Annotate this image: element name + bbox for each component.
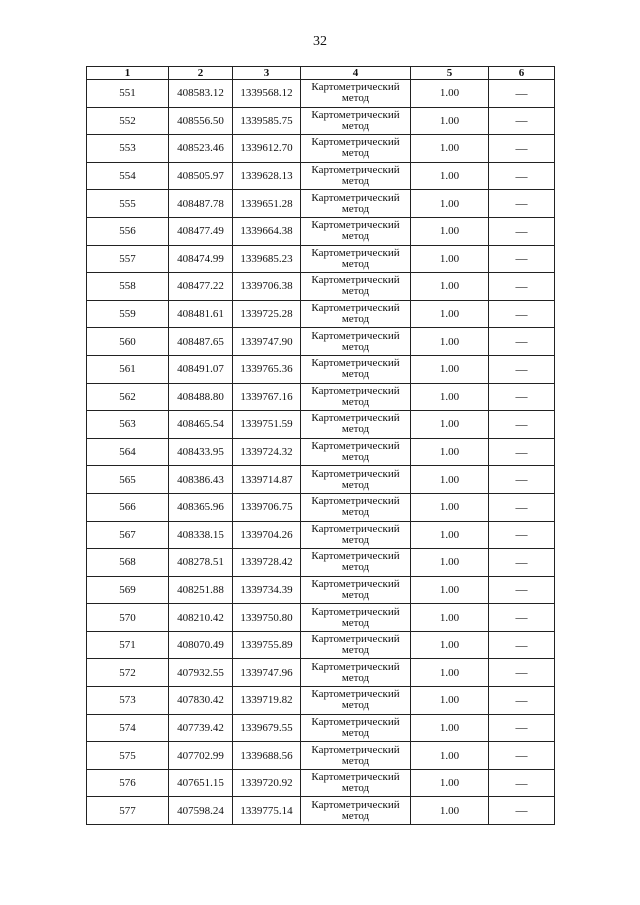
coord-x: 408556.50 [169, 107, 233, 135]
table-header [87, 67, 555, 80]
accuracy: 1.00 [411, 659, 489, 687]
note-dash: — [489, 355, 555, 383]
accuracy: 1.00 [411, 80, 489, 108]
accuracy: 1.00 [411, 549, 489, 577]
method-line-1: Картометрический [311, 715, 400, 728]
method-line-1: Картометрический [311, 136, 400, 149]
header-row [87, 67, 555, 80]
coord-x: 407830.42 [169, 687, 233, 715]
point-number: 564 [87, 438, 169, 466]
coord-y: 1339628.13 [233, 162, 301, 190]
coord-y: 1339685.23 [233, 245, 301, 273]
coord-x: 408338.15 [169, 521, 233, 549]
table-row [87, 273, 555, 301]
point-number: 574 [87, 714, 169, 742]
coord-y: 1339720.92 [233, 769, 301, 797]
point-number: 570 [87, 604, 169, 632]
method-line-2: метод [341, 230, 370, 243]
coord-x: 408487.78 [169, 190, 233, 218]
coord-x: 408477.49 [169, 217, 233, 245]
table-row [87, 576, 555, 604]
accuracy: 1.00 [411, 631, 489, 659]
table-row [87, 438, 555, 466]
coord-y: 1339767.16 [233, 383, 301, 411]
point-number: 565 [87, 466, 169, 494]
table-row [87, 466, 555, 494]
accuracy: 1.00 [411, 493, 489, 521]
method-line-2: метод [341, 340, 370, 353]
coord-y: 1339688.56 [233, 742, 301, 770]
note-dash: — [489, 604, 555, 632]
table-row [87, 135, 555, 163]
coordinates-table [86, 66, 555, 825]
accuracy: 1.00 [411, 328, 489, 356]
coord-y: 1339751.59 [233, 411, 301, 439]
note-dash: — [489, 549, 555, 577]
method-cell [301, 493, 411, 521]
method-line-2: метод [341, 451, 370, 464]
note-dash: — [489, 245, 555, 273]
table-row [87, 383, 555, 411]
note-dash: — [489, 300, 555, 328]
point-number: 560 [87, 328, 169, 356]
method-line-2: метод [341, 395, 370, 408]
note-dash: — [489, 135, 555, 163]
method-line-1: Картометрический [311, 605, 400, 618]
note-dash: — [489, 438, 555, 466]
table-row [87, 659, 555, 687]
page-number: 32 [313, 34, 327, 49]
method-line-1: Картометрический [311, 412, 400, 425]
method-line-1: Картометрический [311, 688, 400, 701]
point-number: 552 [87, 107, 169, 135]
method-line-1: Картометрический [311, 467, 400, 480]
method-cell [301, 328, 411, 356]
point-number: 562 [87, 383, 169, 411]
point-number: 572 [87, 659, 169, 687]
table-row [87, 190, 555, 218]
point-number: 557 [87, 245, 169, 273]
point-number: 556 [87, 217, 169, 245]
method-line-1: Картометрический [311, 274, 400, 287]
coord-y: 1339724.32 [233, 438, 301, 466]
coord-y: 1339775.14 [233, 797, 301, 825]
accuracy: 1.00 [411, 769, 489, 797]
method-cell [301, 300, 411, 328]
method-line-2: метод [341, 368, 370, 381]
note-dash: — [489, 190, 555, 218]
note-dash: — [489, 383, 555, 411]
point-number: 573 [87, 687, 169, 715]
method-line-1: Картометрический [311, 743, 400, 756]
table-row [87, 107, 555, 135]
point-number: 577 [87, 797, 169, 825]
coord-y: 1339651.28 [233, 190, 301, 218]
note-dash: — [489, 107, 555, 135]
note-dash: — [489, 797, 555, 825]
method-line-1: Картометрический [311, 660, 400, 673]
method-line-2: метод [341, 202, 370, 215]
coord-x: 407598.24 [169, 797, 233, 825]
accuracy: 1.00 [411, 355, 489, 383]
coord-x: 408491.07 [169, 355, 233, 383]
note-dash: — [489, 631, 555, 659]
method-line-1: Картометрический [311, 81, 400, 94]
note-dash: — [489, 659, 555, 687]
point-number: 567 [87, 521, 169, 549]
coord-x: 408251.88 [169, 576, 233, 604]
method-cell [301, 135, 411, 163]
method-line-2: метод [341, 754, 370, 767]
coord-x: 408487.65 [169, 328, 233, 356]
coord-x: 408070.49 [169, 631, 233, 659]
method-line-2: метод [341, 506, 370, 519]
coord-y: 1339612.70 [233, 135, 301, 163]
method-line-2: метод [341, 119, 370, 132]
accuracy: 1.00 [411, 273, 489, 301]
coord-x: 408583.12 [169, 80, 233, 108]
accuracy: 1.00 [411, 576, 489, 604]
method-cell [301, 687, 411, 715]
coord-x: 408386.43 [169, 466, 233, 494]
method-line-2: метод [341, 588, 370, 601]
method-cell [301, 466, 411, 494]
note-dash: — [489, 742, 555, 770]
accuracy: 1.00 [411, 687, 489, 715]
method-line-2: метод [341, 671, 370, 684]
method-cell [301, 521, 411, 549]
method-line-2: метод [341, 809, 370, 822]
coord-y: 1339725.28 [233, 300, 301, 328]
coord-x: 408433.95 [169, 438, 233, 466]
accuracy: 1.00 [411, 190, 489, 218]
accuracy: 1.00 [411, 300, 489, 328]
coord-x: 407651.15 [169, 769, 233, 797]
method-cell [301, 576, 411, 604]
table-row [87, 742, 555, 770]
note-dash: — [489, 273, 555, 301]
method-line-2: метод [341, 147, 370, 160]
table-row [87, 797, 555, 825]
table-row [87, 328, 555, 356]
note-dash: — [489, 714, 555, 742]
method-line-2: метод [341, 726, 370, 739]
coord-x: 407739.42 [169, 714, 233, 742]
coord-y: 1339747.90 [233, 328, 301, 356]
method-line-1: Картометрический [311, 550, 400, 563]
method-cell [301, 742, 411, 770]
method-line-1: Картометрический [311, 798, 400, 811]
method-line-1: Картометрический [311, 633, 400, 646]
method-cell [301, 273, 411, 301]
method-line-1: Картометрический [311, 522, 400, 535]
coord-y: 1339747.96 [233, 659, 301, 687]
point-number: 559 [87, 300, 169, 328]
coord-y: 1339664.38 [233, 217, 301, 245]
coord-y: 1339734.39 [233, 576, 301, 604]
method-line-1: Картометрический [311, 329, 400, 342]
point-number: 568 [87, 549, 169, 577]
header-col-1: 1 [87, 67, 169, 80]
accuracy: 1.00 [411, 383, 489, 411]
header-col-2: 2 [169, 67, 233, 80]
coord-y: 1339679.55 [233, 714, 301, 742]
method-line-2: метод [341, 285, 370, 298]
coord-y: 1339728.42 [233, 549, 301, 577]
note-dash: — [489, 769, 555, 797]
method-cell [301, 714, 411, 742]
point-number: 555 [87, 190, 169, 218]
point-number: 569 [87, 576, 169, 604]
table-row [87, 604, 555, 632]
point-number: 575 [87, 742, 169, 770]
accuracy: 1.00 [411, 217, 489, 245]
coord-x: 407932.55 [169, 659, 233, 687]
method-cell [301, 107, 411, 135]
method-line-1: Картометрический [311, 164, 400, 177]
note-dash: — [489, 162, 555, 190]
method-cell [301, 190, 411, 218]
method-line-2: метод [341, 175, 370, 188]
table-row [87, 217, 555, 245]
table-row [87, 769, 555, 797]
point-number: 571 [87, 631, 169, 659]
accuracy: 1.00 [411, 107, 489, 135]
accuracy: 1.00 [411, 135, 489, 163]
table-row [87, 714, 555, 742]
header-col-6: 6 [489, 67, 555, 80]
point-number: 551 [87, 80, 169, 108]
table-row [87, 80, 555, 108]
coord-x: 408477.22 [169, 273, 233, 301]
coord-x: 408488.80 [169, 383, 233, 411]
method-cell [301, 769, 411, 797]
table-row [87, 493, 555, 521]
method-cell [301, 80, 411, 108]
method-line-2: метод [341, 313, 370, 326]
note-dash: — [489, 576, 555, 604]
accuracy: 1.00 [411, 245, 489, 273]
method-line-2: метод [341, 257, 370, 270]
coord-x: 408278.51 [169, 549, 233, 577]
method-line-1: Картометрический [311, 495, 400, 508]
method-line-2: метод [341, 782, 370, 795]
coord-x: 408474.99 [169, 245, 233, 273]
method-line-2: метод [341, 616, 370, 629]
table-row [87, 631, 555, 659]
coord-x: 408210.42 [169, 604, 233, 632]
coord-y: 1339706.75 [233, 493, 301, 521]
point-number: 554 [87, 162, 169, 190]
method-line-1: Картометрический [311, 771, 400, 784]
coord-y: 1339755.89 [233, 631, 301, 659]
method-cell [301, 604, 411, 632]
table-row [87, 355, 555, 383]
point-number: 566 [87, 493, 169, 521]
accuracy: 1.00 [411, 797, 489, 825]
table-row [87, 687, 555, 715]
point-number: 563 [87, 411, 169, 439]
note-dash: — [489, 217, 555, 245]
note-dash: — [489, 80, 555, 108]
accuracy: 1.00 [411, 162, 489, 190]
coord-x: 408505.97 [169, 162, 233, 190]
table-row [87, 521, 555, 549]
coord-x: 408523.46 [169, 135, 233, 163]
method-line-2: метод [341, 699, 370, 712]
table-row [87, 411, 555, 439]
note-dash: — [489, 328, 555, 356]
method-line-1: Картометрический [311, 384, 400, 397]
accuracy: 1.00 [411, 466, 489, 494]
method-line-1: Картометрический [311, 357, 400, 370]
method-cell [301, 217, 411, 245]
method-line-1: Картометрический [311, 219, 400, 232]
header-col-4: 4 [301, 67, 411, 80]
accuracy: 1.00 [411, 604, 489, 632]
accuracy: 1.00 [411, 521, 489, 549]
note-dash: — [489, 411, 555, 439]
accuracy: 1.00 [411, 714, 489, 742]
coord-y: 1339568.12 [233, 80, 301, 108]
method-line-2: метод [341, 423, 370, 436]
method-cell [301, 383, 411, 411]
point-number: 561 [87, 355, 169, 383]
method-line-1: Картометрический [311, 302, 400, 315]
method-line-2: метод [341, 478, 370, 491]
method-line-2: метод [341, 533, 370, 546]
coord-y: 1339765.36 [233, 355, 301, 383]
note-dash: — [489, 466, 555, 494]
method-cell [301, 245, 411, 273]
coord-x: 408365.96 [169, 493, 233, 521]
method-cell [301, 162, 411, 190]
method-cell [301, 631, 411, 659]
note-dash: — [489, 493, 555, 521]
coord-y: 1339750.80 [233, 604, 301, 632]
accuracy: 1.00 [411, 411, 489, 439]
method-cell [301, 797, 411, 825]
table-body [87, 80, 555, 825]
method-line-1: Картометрический [311, 191, 400, 204]
method-cell [301, 549, 411, 577]
coord-y: 1339719.82 [233, 687, 301, 715]
table-row [87, 162, 555, 190]
table-row [87, 300, 555, 328]
method-line-1: Картометрический [311, 108, 400, 121]
accuracy: 1.00 [411, 742, 489, 770]
coord-y: 1339704.26 [233, 521, 301, 549]
coord-y: 1339585.75 [233, 107, 301, 135]
method-line-2: метод [341, 561, 370, 574]
coord-y: 1339706.38 [233, 273, 301, 301]
coord-x: 408465.54 [169, 411, 233, 439]
method-line-1: Картометрический [311, 440, 400, 453]
method-line-2: метод [341, 92, 370, 105]
header-col-3: 3 [233, 67, 301, 80]
coord-x: 408481.61 [169, 300, 233, 328]
method-line-1: Картометрический [311, 577, 400, 590]
table-row [87, 245, 555, 273]
table-row [87, 549, 555, 577]
point-number: 553 [87, 135, 169, 163]
note-dash: — [489, 521, 555, 549]
method-cell [301, 659, 411, 687]
method-cell [301, 438, 411, 466]
method-cell [301, 411, 411, 439]
note-dash: — [489, 687, 555, 715]
point-number: 558 [87, 273, 169, 301]
method-cell [301, 355, 411, 383]
method-line-1: Картометрический [311, 246, 400, 259]
coord-x: 407702.99 [169, 742, 233, 770]
point-number: 576 [87, 769, 169, 797]
coord-y: 1339714.87 [233, 466, 301, 494]
header-col-5: 5 [411, 67, 489, 80]
accuracy: 1.00 [411, 438, 489, 466]
method-line-2: метод [341, 644, 370, 657]
